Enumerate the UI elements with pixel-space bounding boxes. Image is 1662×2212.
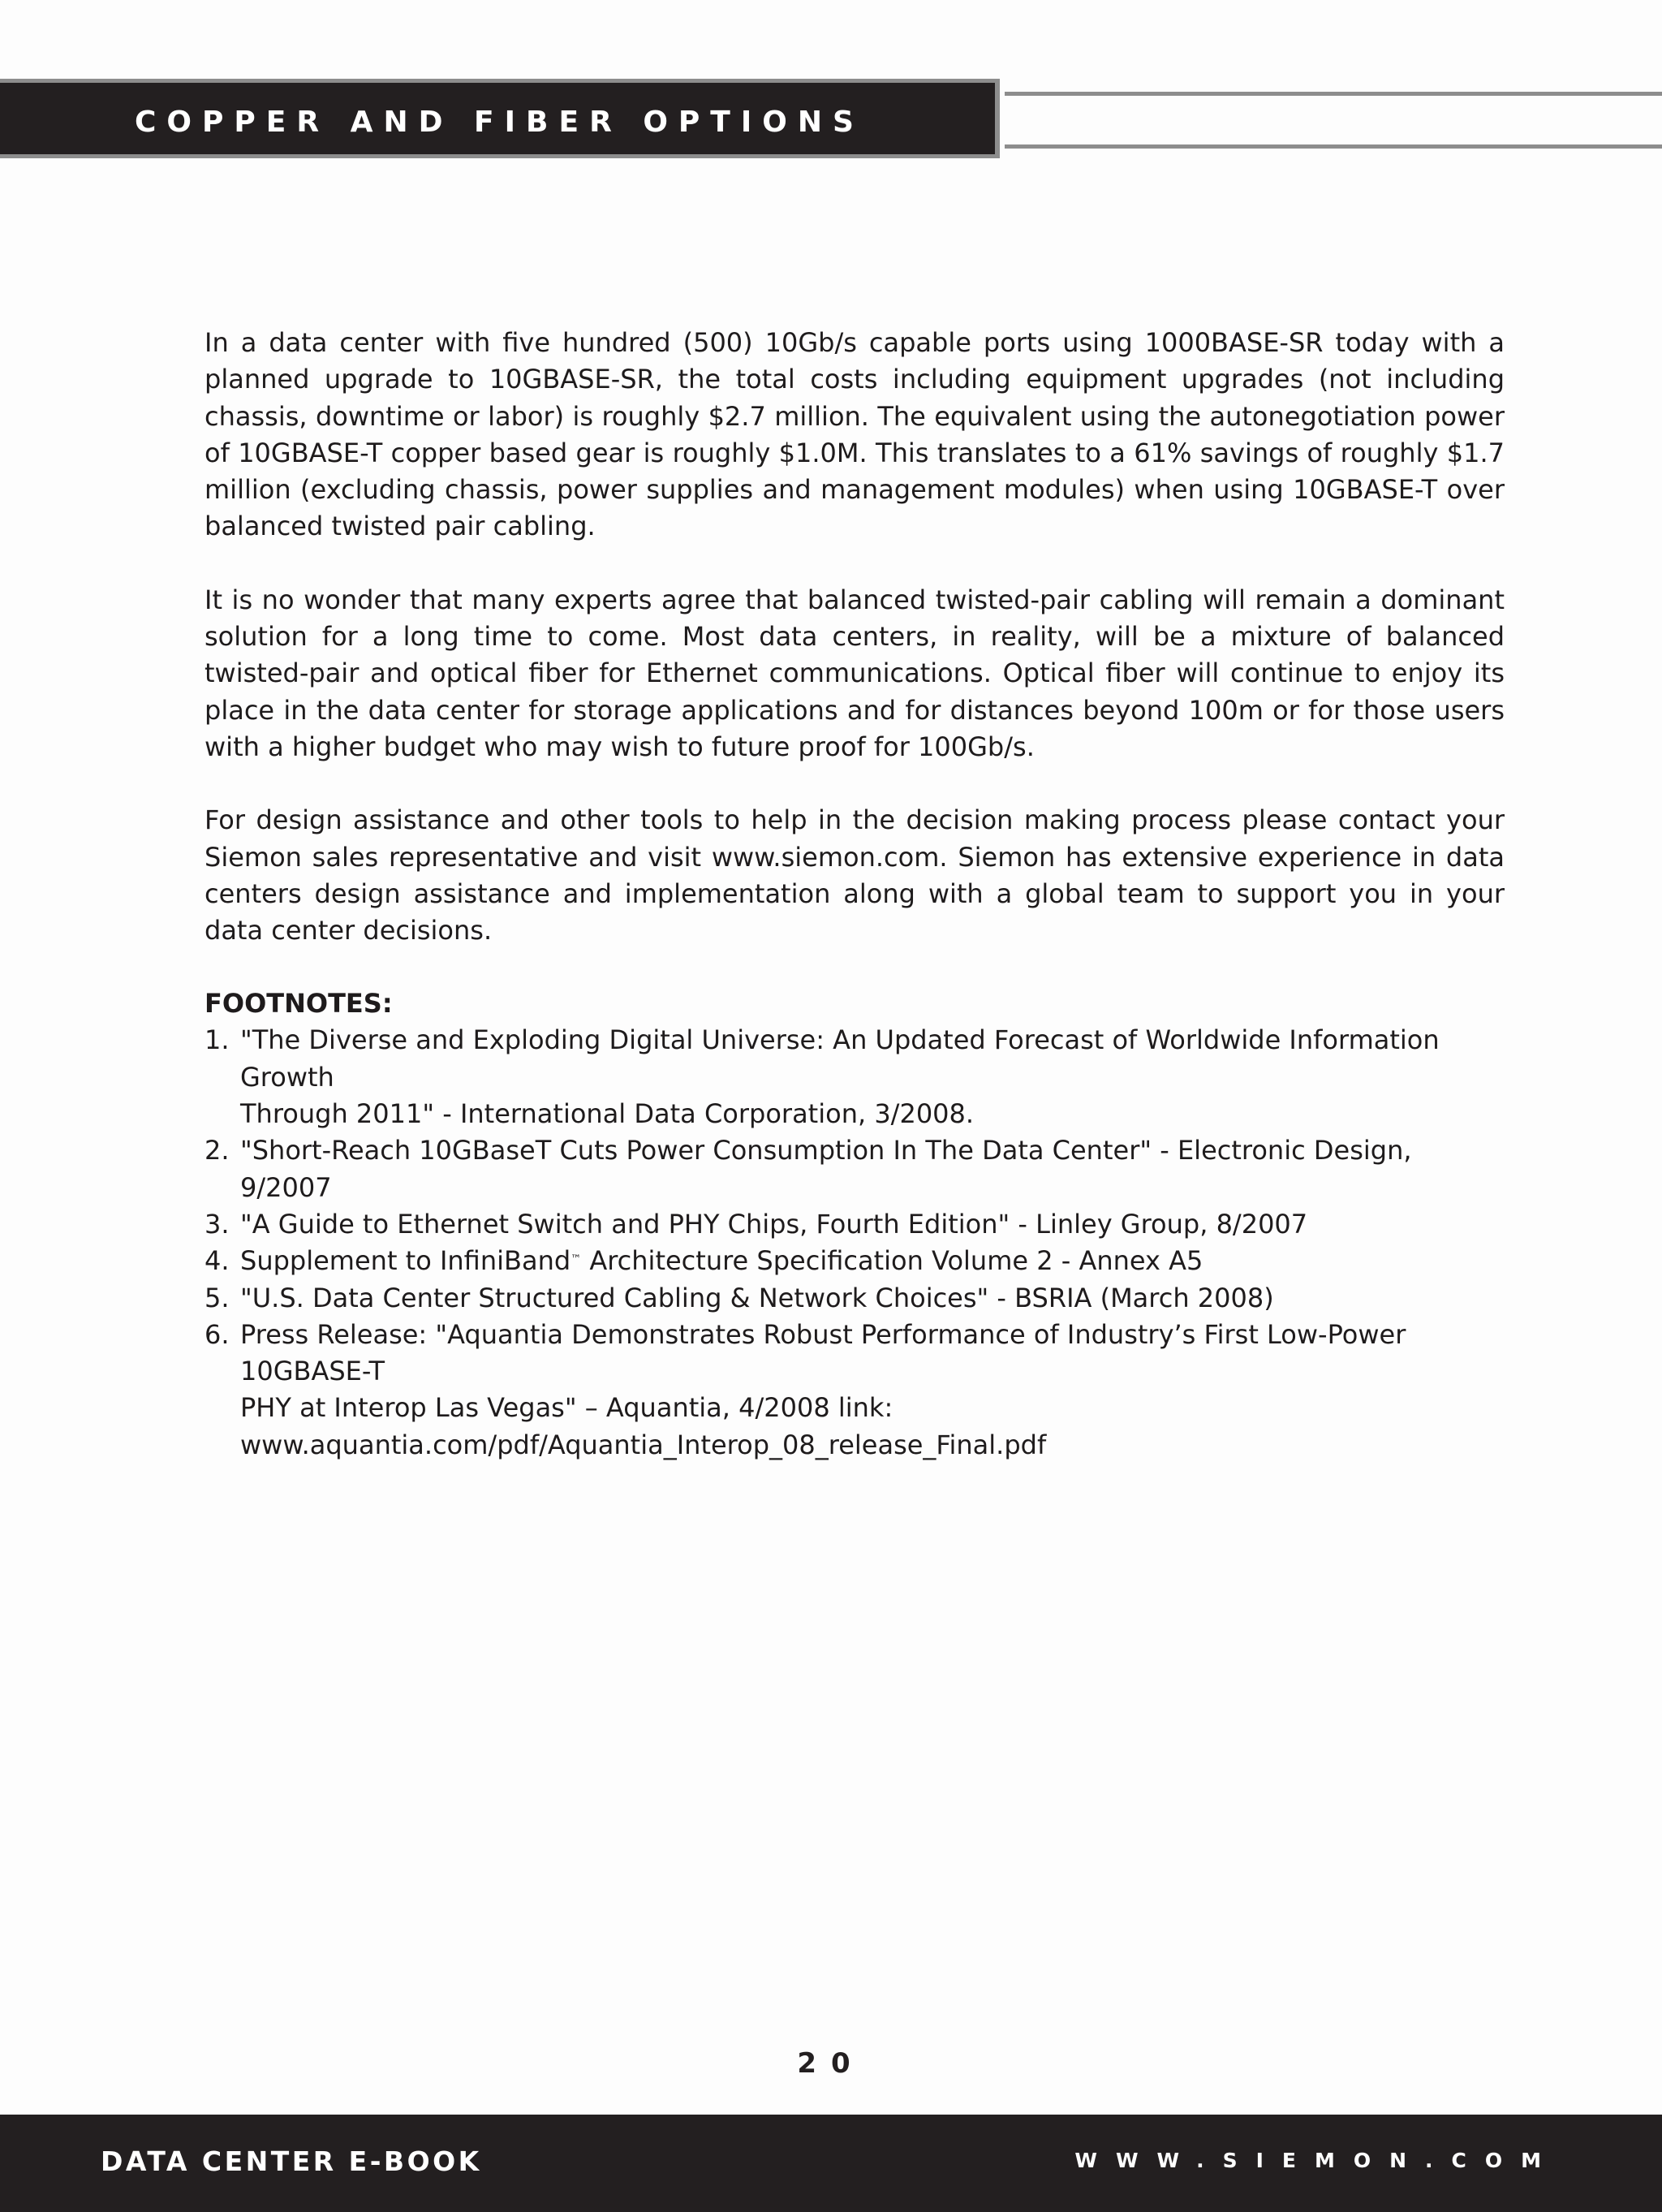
footnote-link-text: www.aquantia.com/pdf/Aquantia_Interop_08_release_Final.pdf	[240, 1429, 1047, 1460]
page-number: 20	[797, 2047, 865, 2080]
footnote-text-after: Architecture Specification Volume 2 - Annex A5	[581, 1245, 1203, 1277]
body-paragraph-1: In a data center with five hundred (500) 10Gb/s capable ports using 1000BASE-SR today with a planned upgrade to 10GBASE-SR, the total costs including equipment upgrades (not including chassis, downtime or labor) is roughly $2.7 million. The equivalent using the autonegotiation power of 10GBASE-T copper based gear is roughly $1.0M. This translates to a 61% savings of roughly $1.7 million (excluding chassis, power supplies and management modules) when using 10GBASE-T over balanced twisted pair cabling.	[205, 327, 1505, 542]
footnote-text: PHY at Interop Las Vegas" – Aquantia, 4/2008 link:	[240, 1392, 893, 1424]
footnote-number: 1.	[205, 1024, 230, 1056]
header-rule-bottom	[1005, 144, 1662, 149]
footnote-number: 4.	[205, 1245, 230, 1277]
footnote-text: "U.S. Data Center Structured Cabling & Network Choices" - BSRIA (March 2008)	[240, 1282, 1274, 1313]
section-header-banner	[0, 79, 1000, 158]
footnote-number: 5.	[205, 1282, 230, 1313]
footnote-text: Through 2011" - International Data Corporation, 3/2008.	[240, 1098, 975, 1130]
footnote-text: "Short-Reach 10GBaseT Cuts Power Consumption In The Data Center" - Electronic Design, 9/2007	[240, 1135, 1412, 1203]
footnote-1	[205, 1022, 1505, 1132]
footnote-5	[205, 1280, 1505, 1317]
footnote-6	[205, 1317, 1505, 1464]
footnote-4	[205, 1243, 1505, 1279]
footer-publication-title: DATA CENTER E-BOOK	[101, 2145, 482, 2177]
footnote-text	[240, 1243, 1505, 1279]
footnote-list	[205, 1022, 1505, 1464]
footnote-text: Press Release: "Aquantia Demonstrates Robust Performance of Industry’s First Low-Power 10GBASE-T	[240, 1318, 1406, 1387]
footnote-number: 3.	[205, 1208, 230, 1240]
section-title: COPPER AND FIBER OPTIONS	[135, 106, 864, 139]
footnote-2	[205, 1132, 1505, 1206]
header-rule-top	[1005, 92, 1662, 96]
footnote-text: "The Diverse and Exploding Digital Universe: An Updated Forecast of Worldwide Information Growth	[240, 1024, 1440, 1093]
footnote-text: "A Guide to Ethernet Switch and PHY Chips, Fourth Edition" - Linley Group, 8/2007	[240, 1208, 1308, 1240]
main-content	[205, 325, 1505, 1464]
footnote-3	[205, 1206, 1505, 1243]
footnote-number: 2.	[205, 1135, 230, 1166]
body-paragraph-2: It is no wonder that many experts agree that balanced twisted-pair cabling will remain a dominant solution for a long time to come. Most data centers, in reality, will be a mixture of balanced twisted-pair and optical fiber for Ethernet communications. Optical fiber will continue to enjoy its place in the data center for storage applications and for distances beyond 100m or for those users with a higher budget who may wish to future proof for 100Gb/s.	[205, 584, 1505, 762]
body-paragraph-3: For design assistance and other tools to help in the decision making process please contact your Siemon sales representative and visit www.siemon.com. Siemon has extensive experience in data centers design assistance and implementation along with a global team to support you in your data center decisions.	[205, 804, 1505, 946]
footnote-text-before: Supplement to InfiniBand	[240, 1245, 571, 1277]
trademark-symbol: ™	[571, 1253, 582, 1266]
footer-website: WWW.SIEMON.COM	[1074, 2149, 1560, 2172]
footnotes-heading: FOOTNOTES:	[205, 988, 393, 1020]
footnote-number: 6.	[205, 1318, 230, 1350]
footer-bar	[0, 2115, 1662, 2212]
